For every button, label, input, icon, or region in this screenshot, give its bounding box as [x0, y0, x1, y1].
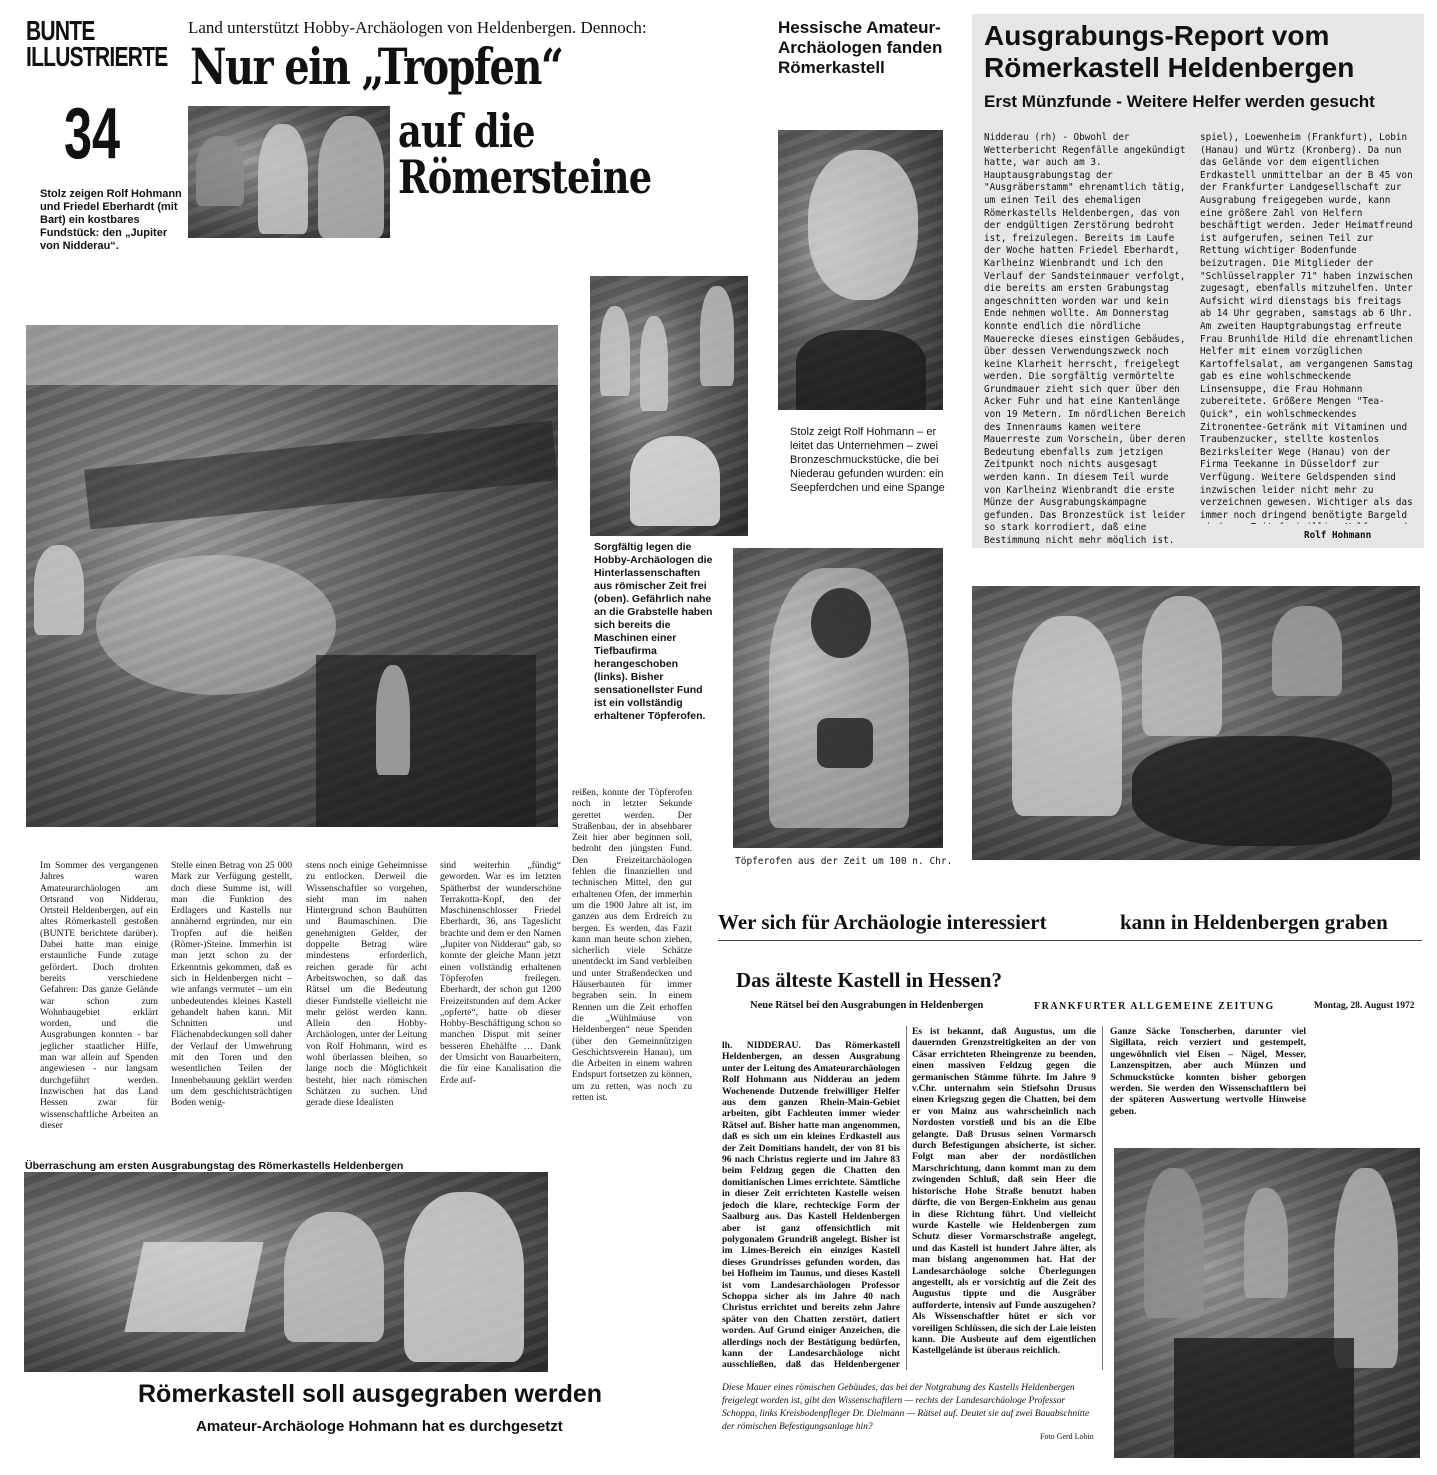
- hessen-caption: Stolz zeigt Rolf Hohmann – er leitet das Unternehmen – zwei Bronzeschmuckstücke, die bei Niederau gefunden wurden: ein Seepferdchen und eine Spange: [790, 426, 945, 494]
- article-column-4: sind weiterhin „fündig“ geworden. War es im letzten Spätherbst der wunderschöne Terrakotta-Kopf, den der Maschinenschlosser Friedel Eberhardt, 36, ans Tageslicht brachte und dem er den Namen „Jupiter von Nidderau“ gab, so konnte der gleiche Mann jetzt einen vollständig erhaltenen Töpferofen freilegen. Eberhardt, der schon gut 1200 Freizeitstunden auf dem Acker „opferte“, hatte ob dieser Hobby-Beschäftigung schon so manchen Disput mit seiner besseren Ehehälfte … Dank der Umsicht von Bauarbeitern, die für eine Kanalisation die Erde auf-: [440, 860, 561, 1086]
- faz-column-rule-2: [1102, 1026, 1103, 1370]
- bottom-kicker: Überraschung am ersten Ausgrabungstag des Römerkastells Heldenbergen: [25, 1160, 404, 1172]
- report-author: Rolf Hohmann: [1304, 530, 1372, 541]
- jupiter-photo: [188, 106, 390, 238]
- oven-caption: Töpferofen aus der Zeit um 100 n. Chr.: [735, 856, 953, 867]
- wall-photo: [1114, 1148, 1420, 1458]
- oven-photo: [733, 548, 943, 848]
- bottom-subheadline: Amateur-Archäologe Hohmann hat es durchgesetzt: [196, 1418, 563, 1435]
- bottom-headline: Römerkastell soll ausgegraben werden: [138, 1380, 603, 1408]
- faz-photo-credit: Foto Gerd Lobin: [1040, 1432, 1094, 1441]
- faz-divider: [718, 940, 1422, 941]
- top-photo-caption: Stolz zeigen Rolf Hohmann und Friedel Eberhardt (mit Bart) ein kostbares Fundstück: den „Jupiter von Nidderau“.: [40, 188, 182, 252]
- issue-number: 34: [64, 94, 121, 174]
- faz-column-rule-1: [906, 1026, 907, 1370]
- faz-subtitle: Neue Rätsel bei den Ausgrabungen in Heldenbergen: [750, 1000, 984, 1011]
- report-title: Ausgrabungs-Report vom Römerkastell Heldenbergen: [984, 20, 1355, 83]
- article-headline-line2: [398, 104, 662, 204]
- hohmann-portrait-photo: [778, 130, 943, 410]
- excavation-photo: [26, 325, 558, 827]
- masthead: [26, 15, 168, 72]
- headline-line2-text: auf die: [398, 104, 535, 158]
- faz-column-1: lh. NIDDERAU. Das Römerkastell Heldenbergen, an dessen Ausgrabung unter der Leitung des Amateurarchäologen Rolf Hohmann aus Nidderau an jedem Wochenende Dutzende freiwilliger Helfer aus dem ganzen Rhein-Main-Gebiet arbeiten, gibt Fachleuten immer wieder Rätsel auf. Bisher hatte man angenommen, daß es sich um ein kleines Erdkastell aus der Zeit Domitians handelt, der von 81 bis 96 nach Christus regierte und im Jahre 83 beim Feldzug gegen die Chatten den domitianischen Limes errichtete. Sämtliche in dieser Zeit errichteten Kastelle weisen jedoch die klare, rechteckige Form der Saalburg aus. Das Kastell Heldenbergen aber ist ganz offensichtlich mit polygonalem Grundriß angelegt. Bisher ist im Limes-Bereich ein einziges Kastell dieses Grundrisses gefunden worden, das bei Hofheim im Taunus, und dieses Kastell ist vom Landesarchäologen Professor Schoppa sicher als im Jahre 40 nach Christus errichtet und bereits zehn Jahre später von den Chatten zerstört, datiert worden. Auf Grund einiger Anzeichen, die allerdings noch der Bestätigung bedürfen, kann der Landesarchäologe nicht ausschließen, daß das Heldenbergener: [722, 1040, 900, 1370]
- report-column-2: spiel), Loewenheim (Frankfurt), Lobin (Hanau) und Würtz (Kronberg). Da nun das Gelände vor dem eigentlichen Erdkastell unmittelbar an der B 45 von der Frankfurter Landgesellschaft zur Ausgrabung freigegeben wurde, kann eine größere Zahl von Helfern beschäftigt werden. Jeder Heimatfreund ist aufgerufen, seinen Teil zur Rettung wichtiger Bodenfunde beizutragen. Die Mitglieder der "Schlüsselrappler 71" haben inzwischen zugesagt, ebenfalls mitzuhelfen. Unter Aufsicht wird dienstags bis freitags ab 14 Uhr gegraben, samstags ab 6 Uhr. Am zweiten Hauptgrabungstag erfreute Frau Brunhilde Hild die ehrenamtlichen Helfer mit einem vorzüglichen Kartoffelsalat, am vergangenen Samstag gab es eine wohlschmeckende Linsensuppe, die Frau Hohmann zubereitete. Größere Mengen "Tea-Quick", ein wohlschmeckendes Zitronentee-Getränk mit Vitaminen und Traubenzucker, stellte kostenlos Bezirksleiter Wege (Hanau) von der Firma Teekanne in Düsseldorf zur Verfügung. Weitere Geldspenden sind inzwischen leider nicht mehr zu verzeichnen gewesen. Wichtiger als das immer noch dringend benötigte Bargeld: [1200, 132, 1413, 521]
- faz-column-2: Es ist bekannt, daß Augustus, um die dauernden Grenzstreitigkeiten an der von Cäsar errichteten Rheingrenze zu beenden, einen massiven Feldzug gegen die germanischen Stämme führte. Im Jahre 9 v.Chr. unternahm sein Stiefsohn Drusus einen Kriegszug gegen die Chatten, bei dem er von Mainz aus wahrscheinlich nach Nordosten vorstieß und bis an die Elbe gelangte. Daß Drusus seinen Vormarsch durch Befestigungen absicherte, ist sicher. Folgt man aber der nordöstlichen Marschrichtung, dann kommt man zu dem zwingenden Schluß, daß sein Heer die historische Hohe Straße benutzt haben dürfte, die von Bergen-Enkheim aus genau in diese Richtung führt. Und vielleicht wurde Kastelle wie Heldenbergen zum Schutz dieser Vormarschstraße angelegt, und das Kastell ist hundert Jahre älter, als man bislang angenommen hat. Hat der Landesarchäologe solche Überlegungen angestellt, als er vorsichtig auf die Zeit des Augustus tippte und die Ausgräber aufforderte, intensiv auf Funde auszugehen? Als Wissenschaftler hütet er sich vor voreiligen Schlüssen, die sich der Laie leisten kann. Die Ausbeute auf dem eigentlichen Kastellgelände ist überaus reichlich.: [912, 1026, 1096, 1357]
- workers-photo-caption: Sorgfältig legen die Hobby-Archäologen die Hinterlassenschaften aus römischer Zeit frei (oben). Gefährlich nahe an die Grabstelle haben sich bereits die Maschinen einer Tiefbaufirma herangeschoben (links). Bisher sensationellster Fund ist ein vollständig erhaltener Töpferofen.: [594, 541, 713, 722]
- article-column-3: stens noch einige Geheimnisse zu entlocken. Derweil die Wissenschaftler so vorgehen, sieht man im nahen Hintergrund schon Bauhütten und Baumaschinen. Die genehmigten Gelder, der doppelte Betrag wäre mindestens erforderlich, reichen gerade für acht Arbeitswochen, so daß das Rätsel um die Bedeutung dieser Fundstelle vielleicht nie mehr gelöst werden kann. Allein den Hobby-Archäologen, unter der Leitung von Rolf Hohmann, wird es wohl überlassen bleiben, so lange noch die Möglichkeit besteht, hier nach römischen Schätzen zu suchen. Und gerade diese Idealisten: [306, 860, 427, 1109]
- article-column-5: reißen, konnte der Töpferofen noch in letzter Sekunde gerettet werden. Der Straßenbau, der in absehbarer Zeit hier aber beginnen soll, bedroht den jüngsten Fund. Den Freizeitarchäologen fehlen die finanziellen und technischen Mittel, den gut erhaltenen Ofen, der immerhin um die 1900 Jahre alt ist, im ganzen aus dem Erdreich zu bergen. Es werden, das Fazit kann man heute schon ziehen, sicherlich viele Schätze unentdeckt im Sand verbleiben und unter Straßendecken und Häuserbauten für immer begraben sein. In einem Rennen um die Zeit erhoffen die „Wühlmäuse von Heldenbergen“ neue Spenden (über den Gemeinnützigen Geschichtsverein Hanau), um die Arbeiten in einem wahren Endspurt fortsetzen zu können, um zu retten, was noch zu retten ist.: [572, 787, 692, 1104]
- article-kicker: Land unterstützt Hobby-Archäologen von Heldenbergen. Dennoch:: [188, 18, 647, 37]
- faz-head-left: Wer sich für Archäologie interessiert: [718, 910, 1047, 934]
- article-column-1: Im Sommer des vergangenen Jahres waren Amateurarchäologen am Ortsrand von Nidderau, Ortsteil Heldenbergen, auf ein altes Römerkastell gestoßen (BUNTE berichtete darüber). Dabei hatte man einige erstaunliche Funde zutage gefördert. Doch drohten bereits verschiedene Gefahren: Das ganze Gelände war schon zum Wohnbaugebiet erklärt worden, und die Ausgrabungen konnten - bar jeglicher staatlicher Hilfe, man war allein auf Spenden angewiesen - nur langsam durchgeführt werden. Inzwischen hat das Land Hessen zwar für wissenschaftliche Arbeiten an dieser: [40, 860, 158, 1131]
- article-headline-line1: Nur ein „Tropfen“: [190, 37, 563, 96]
- hessen-title: Hessische Amateur-Archäologen fanden Römerkastell: [778, 18, 943, 77]
- faz-paper-name: FRANKFURTER ALLGEMEINE ZEITUNG: [1034, 1001, 1275, 1012]
- report-column-1: Nidderau (rh) - Obwohl der Wetterbericht Regenfälle angekündigt hatte, war auch am 3. Hauptausgrabungstag der "Ausgräberstamm" ehrenamtlich tätig, um einen Teil des ehemaligen Römerkastells Heldenbergen, das von der endgültigen Zerstörung bedroht ist, freizulegen. Bereits im Laufe der Woche hatten Friedel Eberhardt, Karlheinz Wienbrandt und ich den Verlauf der Sandsteinmauer verfolgt, die bereits am ersten Grabungstag angeschnitten worden war und kein Ende nehmen wollte. Am Donnerstag konnte endlich die nördliche Mauerecke dieses einstigen Gebäudes, über dessen Verwendungszweck noch keine Klarheit herrscht, freigelegt werden. Die sorgfältig vermörtelte Grundmauer zieht sich quer über den Acker Fuhr und hat eine Kantenlänge von 19 Metern. Im nördlichen Bereich des Innenraums kamen weitere Mauerreste zum Vorschein, über deren Bedeutung ebenfalls zum jetzigen Zeitpunkt noch nichts ausgesagt werden kann. In diesem Teil wurde von Karlheinz Wienbrandt die erste Münze der Ausgrabungskampagne gefunden. Das Bronzestück ist leider so stark korrodiert, daß eine Bestimmung nicht mehr möglich ist.: [984, 132, 1186, 544]
- article-column-2: Stelle einen Betrag von 25 000 Mark zur Verfügung gestellt, doch diese Summe ist, will man die Funktion des Erdlagers und Kastells nur annähernd ergründen, nur ein Tropfen auf die heißen (Römer-)Steine. Immerhin ist man jetzt schon zu der Erkenntnis gekommen, daß es sich in Heldenbergen nicht – wie anfangs vermutet – um ein unbedeutendes kleines Kastell gehandelt haben kann. Mit Schnitten und Flächenabdeckungen soll daher der Verlauf der Umwehrung mit den Toren und den wesentlichen Teilen der Innenbebauung geklärt werden um dem geschichtsträchtigen Boden wenig-: [171, 860, 292, 1109]
- headline-line3-text: Römersteine: [398, 150, 652, 204]
- masthead-line1: BUNTE: [26, 15, 95, 46]
- faz-date: Montag, 28. August 1972: [1314, 1001, 1415, 1011]
- masthead-line2: ILLUSTRIERTE: [26, 41, 168, 72]
- digging-photo: [972, 586, 1420, 860]
- faz-head-right: kann in Heldenbergen graben: [1120, 910, 1388, 934]
- report-subtitle: Erst Münzfunde - Weitere Helfer werden gesucht: [984, 92, 1375, 111]
- first-day-photo: [24, 1172, 548, 1372]
- workers-photo: [590, 276, 748, 536]
- faz-column-3: Ganze Säcke Tonscherben, darunter viel Sigillata, reich verziert und gestempelt, ungewöhnlich viel Eisen – Nägel, Messer, Lanzenspitzen, aber auch Münzen und Schmuckstücke konnten bisher geborgen werden. Sie werden den Wissenschaftlern bei der späteren Auswertung wertvolle Hinweise geben.: [1110, 1026, 1306, 1117]
- faz-photo-caption: Diese Mauer eines römischen Gebäudes, das bei der Notgrabung des Kastells Heldenbergen freigelegt worden ist, gibt den Wissenschaftlern — rechts der Landesarchäologe Professor Schoppa, links Kreisbodenpfleger Dr. Dielmann — Rätsel auf. Deutet sie auf zwei Bauabschnitte der römischen Befestigungsanlage hin?: [722, 1383, 1090, 1432]
- faz-title: Das älteste Kastell in Hessen?: [736, 968, 1002, 992]
